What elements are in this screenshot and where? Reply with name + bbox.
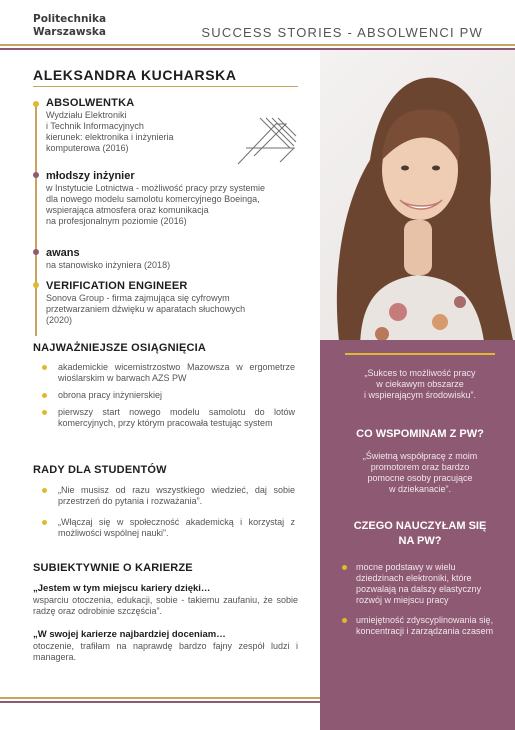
sidebar-quote: „Sukces to możliwość pracy w ciekawym obszarze i wspierającym środowisku”. [363,368,477,400]
timeline-text: Sonova Group - firma zajmująca się cyfrowym przetwarzaniem dźwięku w aparatach słuchowych (2020) [46,293,246,325]
timeline-title: młodszy inżynier [46,170,135,182]
list-item: umiejętność zdyscyplinowania się, koncentracji i zarządzania czasem [340,615,500,637]
timeline-item [46,247,301,271]
advice-heading: RADY DLA STUDENTÓW [33,464,167,476]
advice-list [40,485,295,545]
bullet-icon [42,365,47,370]
timeline-dot [33,282,39,288]
timeline-item [46,170,301,227]
header-rule-gold [0,44,515,46]
bullet-icon [42,488,47,493]
timeline-dot [33,249,39,255]
timeline-text: Wydziału Elektroniki i Technik Informacyjnych kierunek: elektronika i inżynieria komputerowa (2016) [46,110,174,153]
list-item: pierwszy start nowego modelu samolotu do lotów komercyjnych, przy którym pracowała testując system [40,407,295,429]
quote-text: wsparciu otoczenia, edukacji, sobie - takiemu zaufaniu, że sobie radzę oraz odrobinie szczęścia”. [33,595,298,616]
quote-heading: „Jestem w tym miejscu kariery dzięki… [33,583,211,594]
list-item: obrona pracy inżynierskiej [40,390,295,401]
bullet-icon [42,520,47,525]
timeline-text: w Instytucie Lotnictwa - możliwość pracy przy systemie dla nowego modelu samolotu komercyjnego Boeinga, wspierająca atmosfera oraz komunikacja na profesjonalnym poziomie (2016) [46,183,266,226]
sidebar-rule [345,353,495,355]
timeline-item [46,280,301,326]
career-timeline-line [35,102,37,336]
achievements-list [40,362,295,435]
timeline-text: na stanowisko inżyniera (2018) [46,260,171,270]
timeline-dot [33,101,39,107]
name-underline [33,86,298,87]
graduate-name: ALEKSANDRA KUCHARSKA [33,67,237,83]
quote-heading: „W swojej karierze najbardziej doceniam… [33,629,226,640]
portrait-photo [320,50,515,340]
learned-heading: CZEGO NAUCZYŁAM SIĘ NA PW? [353,520,487,547]
list-item: „Włączaj się w społeczność akademicką i korzystaj z możliwości wspólnej nauki”. [40,517,295,539]
logo-line-2: Warszawska [33,26,106,38]
timeline-dot [33,172,39,178]
university-logo [33,13,106,39]
bullet-icon [342,618,347,623]
timeline-title: awans [46,247,80,259]
learned-list [340,562,500,643]
list-item: mocne podstawy w wielu dziedzinach elektroniki, które pozwalają na dalszy elastyczny rozwój w miejscu pracy [340,562,500,606]
portrait-illustration [320,50,515,340]
header-title: SUCCESS STORIES - ABSOLWENCI PW [201,25,483,40]
list-item: akademickie wicemistrzostwo Mazowsza w ergometrze wioślarskim w barwach AZS PW [40,362,295,384]
bullet-icon [342,565,347,570]
list-item: „Nie musisz od razu wszystkiego wiedzieć, daj sobie przestrzeń do pytania i rozważania”. [40,485,295,507]
pw-emblem-icon [236,116,298,166]
logo-line-1: Politechnika [33,13,107,25]
bullet-icon [42,393,47,398]
sidebar-quote: „Świetną współpracę z moim promotorem oraz bardzo pomocne osoby pracujące w dziekanacie”. [362,451,478,494]
subjective-quote [33,629,298,663]
achievements-heading: NAJWAŻNIEJSZE OSIĄGNIĘCIA [33,342,207,354]
quote-text: otoczenie, trafiłam na naprawdę bardzo fajny zespół ludzi i managera. [33,641,298,662]
timeline-title: VERIFICATION ENGINEER [46,280,188,292]
remember-heading: CO WSPOMINAM Z PW? [356,428,484,440]
subjective-heading: SUBIEKTYWNIE O KARIERZE [33,562,193,574]
bullet-icon [42,410,47,415]
timeline-title: ABSOLWENTKA [46,97,135,109]
subjective-quote [33,583,298,617]
page-header [0,0,515,50]
